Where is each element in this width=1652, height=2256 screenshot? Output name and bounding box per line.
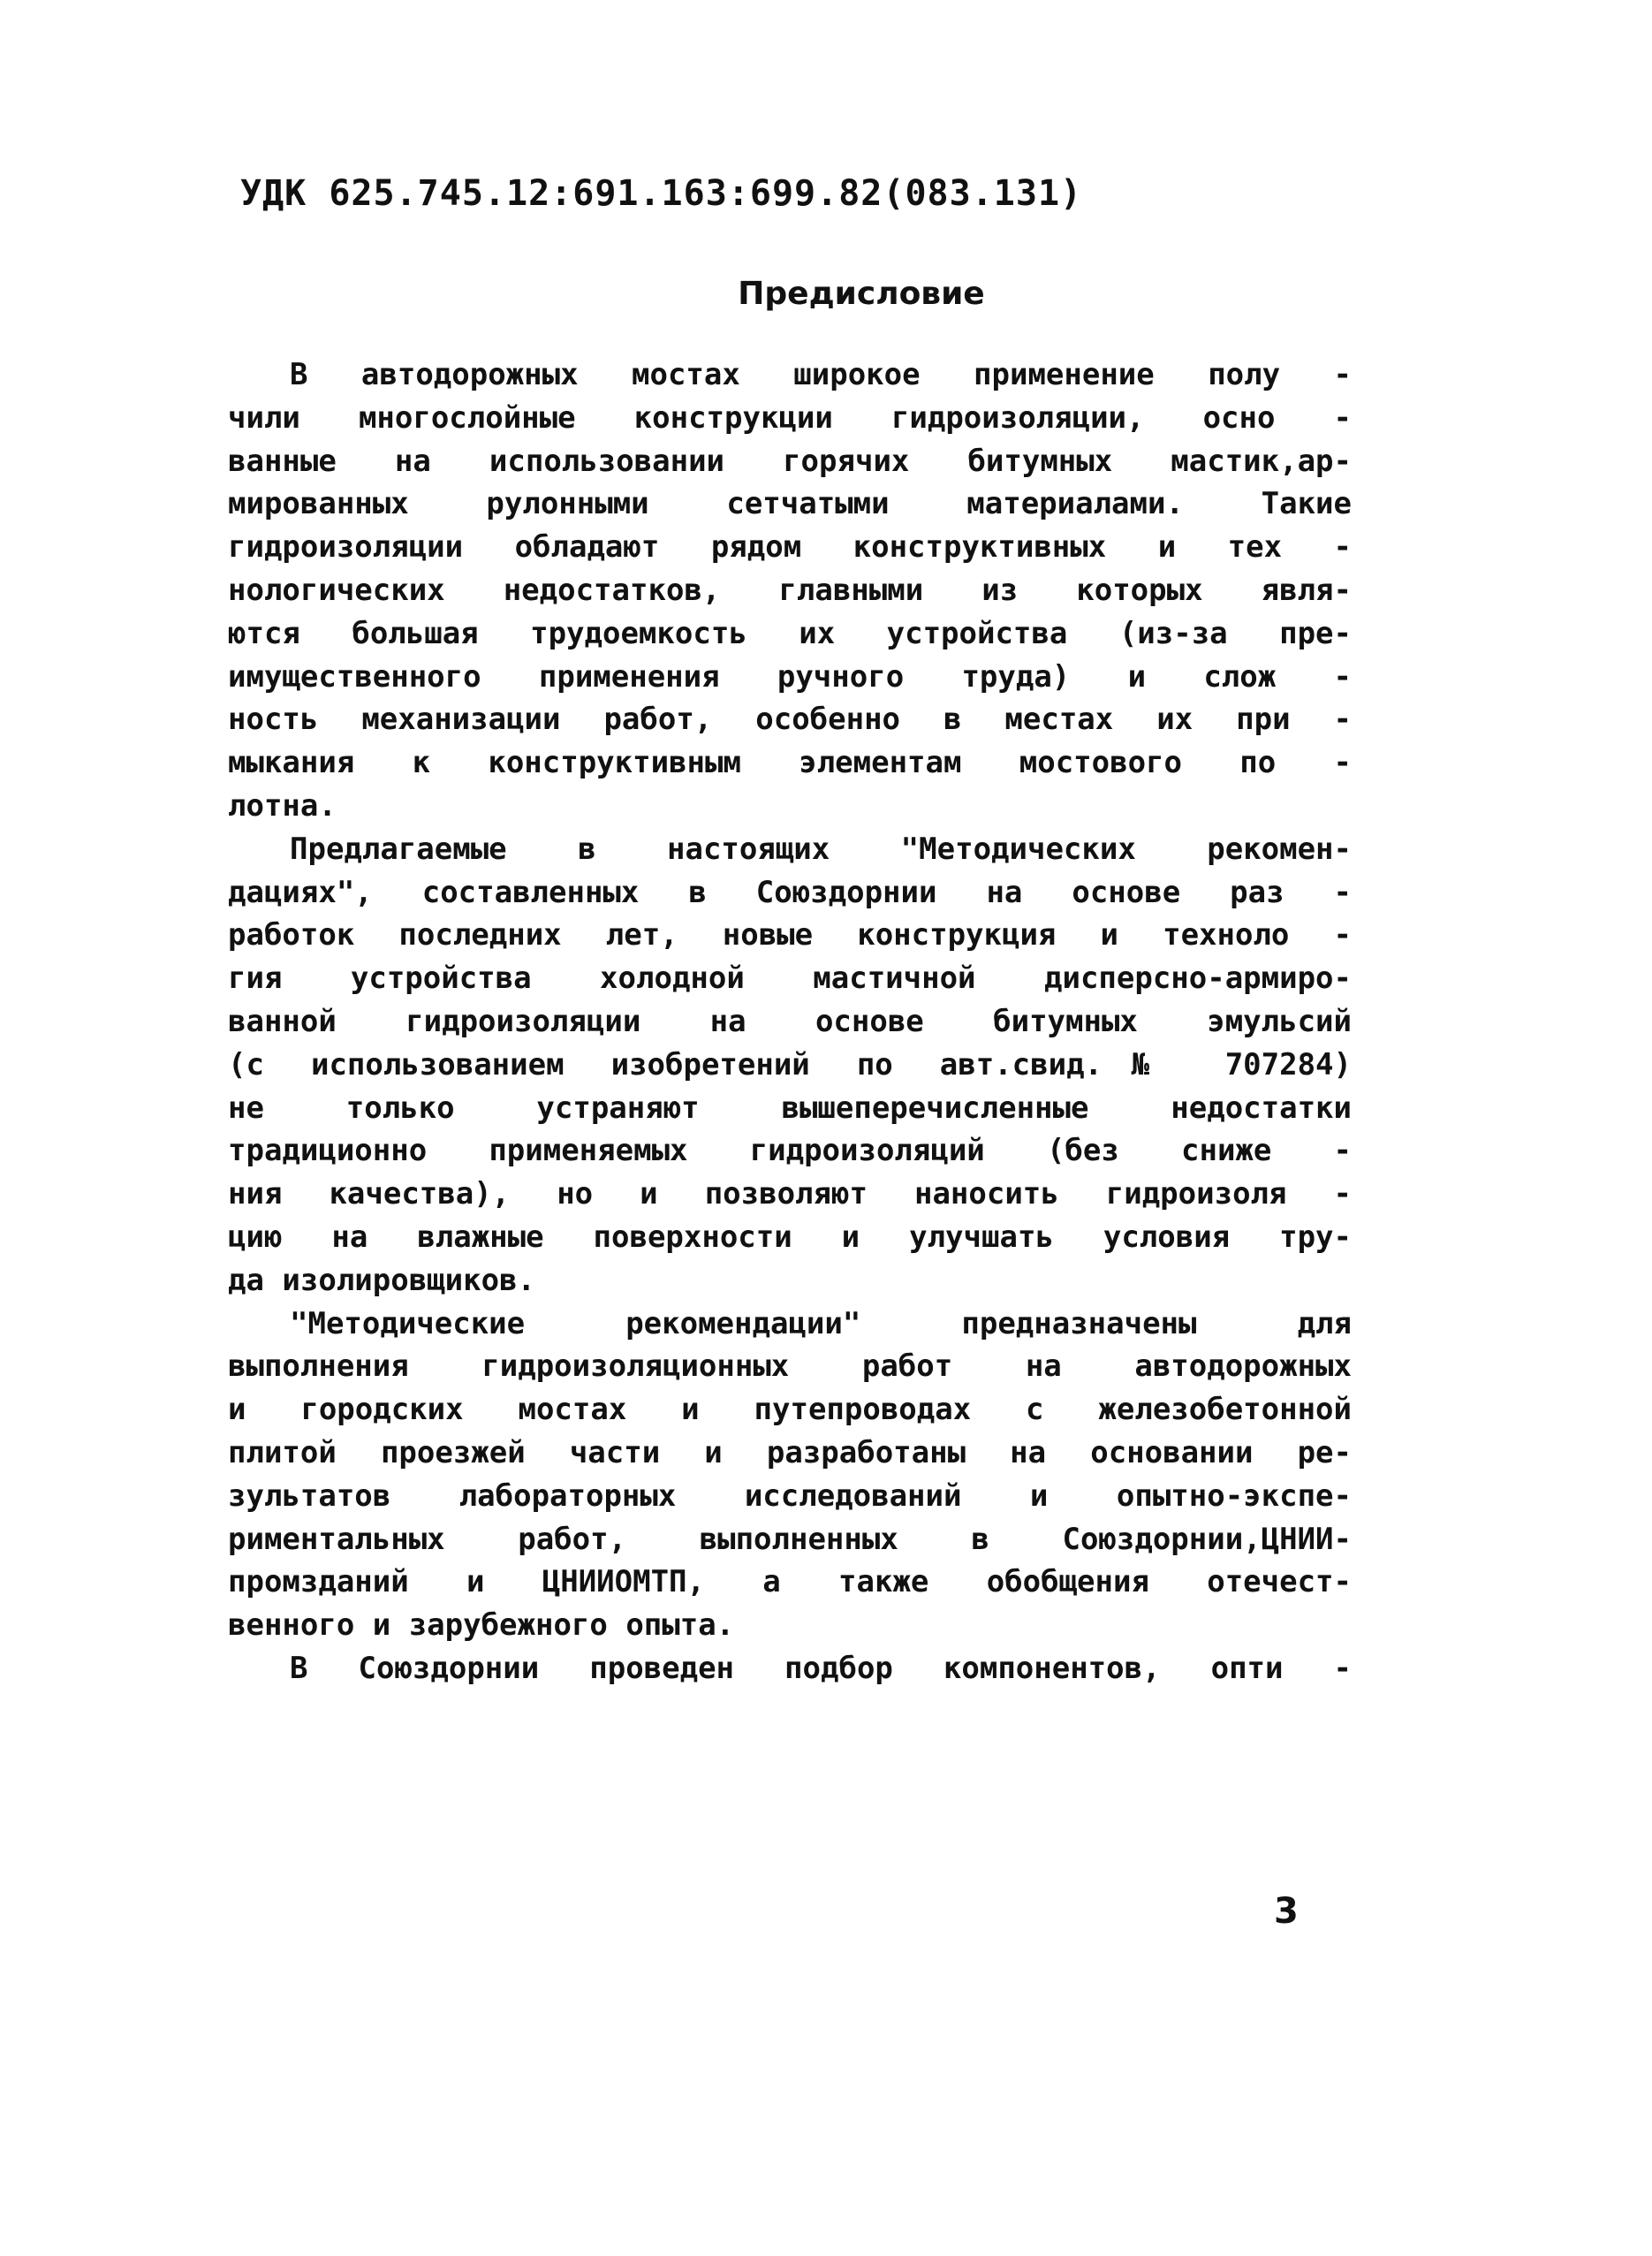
paragraph-4 bbox=[228, 1647, 1352, 1690]
text-line: ния качества), но и позволяют наносить гидроизоля - bbox=[228, 1176, 1352, 1212]
text-line: чили многослойные конструкции гидроизоляции, осно - bbox=[228, 399, 1352, 436]
text-line: дациях", составленных в Союздорнии на основе раз - bbox=[228, 874, 1352, 910]
text-line: гия устройства холодной мастичной дисперсно-армиро- bbox=[228, 961, 1352, 997]
text-line: гидроизоляции обладают рядом конструктивных и тех - bbox=[228, 529, 1352, 566]
paragraph-2 bbox=[228, 828, 1352, 1303]
text-line: В автодорожных мостах широкое применение полу - bbox=[290, 357, 1352, 392]
text-line: ванной гидроизоляции на основе битумных эмульсий bbox=[228, 1003, 1352, 1039]
text-line: (с использованием изобретений по авт.свид.№ 707284) bbox=[228, 1046, 1352, 1082]
text-line: нологических недостатков, главными из которых явля- bbox=[228, 572, 1352, 608]
text-line: промзданий и ЦНИИОМТП, а также обобщения отечест- bbox=[228, 1564, 1352, 1600]
text-line: ются большая трудоемкость их устройства (из-за пре- bbox=[228, 615, 1352, 651]
text-line: имущественного применения ручного труда) и слож - bbox=[228, 658, 1352, 695]
text-line: мыкания к конструктивным элементам мостового по - bbox=[228, 745, 1352, 781]
text-line: выполнения гидроизоляционных работ на автодорожных bbox=[228, 1348, 1352, 1385]
text-line: не только устраняют вышеперечисленные недостатки bbox=[228, 1090, 1352, 1126]
paragraph-3 bbox=[228, 1303, 1352, 1647]
text-line: да изолировщиков. bbox=[228, 1262, 535, 1298]
udk-code: УДК 625.745.12:691.163:699.82(083.131) bbox=[240, 173, 1083, 214]
text-line: ность механизации работ, особенно в местах их при - bbox=[228, 702, 1352, 738]
text-line: цию на влажные поверхности и улучшать условия тру- bbox=[228, 1219, 1352, 1255]
text-line: работок последних лет, новые конструкция и техноло - bbox=[228, 917, 1352, 953]
text-line: и городских мостах и путепроводах с железобетонной bbox=[228, 1392, 1352, 1428]
body-text bbox=[228, 353, 1352, 1690]
text-line: традиционно применяемых гидроизоляций (без сниже - bbox=[228, 1133, 1352, 1169]
text-line: ванные на использовании горячих битумных мастик,ар- bbox=[228, 443, 1352, 479]
section-heading: Предисловие bbox=[738, 276, 985, 312]
text-line: риментальных работ, выполненных в Союздорнии,ЦНИИ- bbox=[228, 1521, 1352, 1557]
text-line: В Союздорнии проведен подбор компонентов, опти - bbox=[290, 1650, 1352, 1686]
text-line: плитой проезжей части и разработаны на основании ре- bbox=[228, 1434, 1352, 1470]
text-line: лотна. bbox=[228, 787, 337, 824]
text-line: Предлагаемые в настоящих "Методических рекомен- bbox=[290, 831, 1352, 867]
text-line: мированных рулонными сетчатыми материалами. Такие bbox=[228, 486, 1352, 522]
text-line: зультатов лабораторных исследований и опытно-экспе- bbox=[228, 1477, 1352, 1514]
page-number: 3 bbox=[1274, 1891, 1299, 1932]
text-line: "Методические рекомендации" предназначены для bbox=[290, 1305, 1352, 1341]
paragraph-1 bbox=[228, 353, 1352, 828]
text-line: венного и зарубежного опыта. bbox=[228, 1607, 735, 1644]
